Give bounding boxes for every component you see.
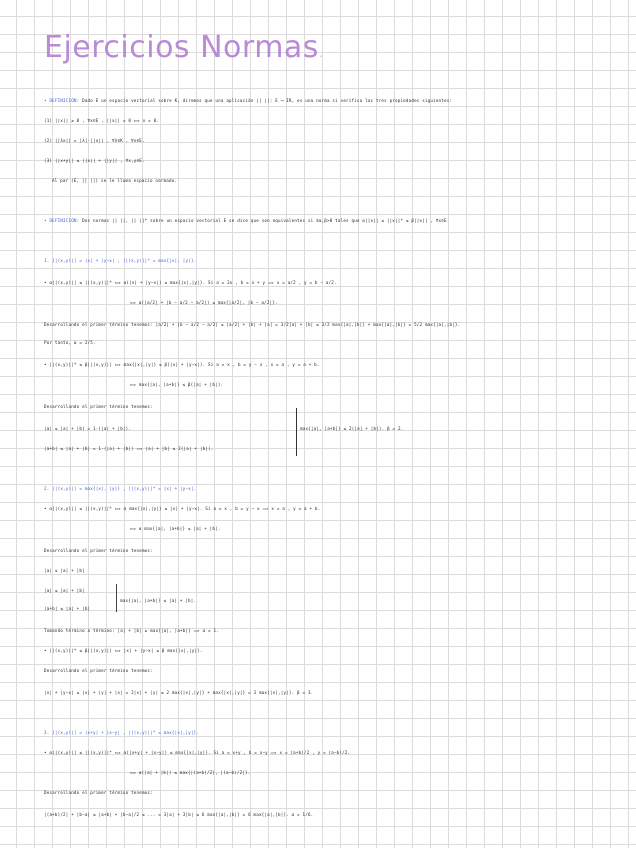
property-2: (2) ||λx|| = |λ|·||x|| , ∀λ∈K , ∀x∈E. — [44, 138, 145, 143]
exercise-2-line: • ||(x,y)||* ≤ β||(x,y)|| ⟺ |x| + |y−x| ≤ β max{|x|,|y|}. — [44, 648, 203, 653]
exercise-2-line: |a+b| ≤ |a| + |b| — [44, 606, 91, 611]
title-dot: . — [318, 46, 324, 60]
exercise-3-line: Desarrollando el primer término tenemos: — [44, 790, 153, 795]
exercise-3-heading: 3. ||(x,y)|| = |x+y| + |x−y| , ||(x,y)||* = max{|x|,|y|}. — [44, 730, 200, 735]
exercise-1-line: |a+b| ≤ |a| + |b| = 1·(|a| + |b|) ⟹ |a| + |b| ≤ 2(|a| + |b|). — [44, 446, 214, 451]
exercise-2-line: Desarrollando el primer término tenemos: — [44, 548, 153, 553]
exercise-3-line: ⟺ α(|a| + |b|) ≤ max{|(a+b)/2|, |(a−b)/2|}. — [130, 770, 251, 775]
page-title: Ejercicios Normas. — [44, 30, 324, 65]
exercise-2-line: Tomando término a término: |a| + |b| ≥ max{|a|, |a+b|} ⟹ α = 1. — [44, 628, 219, 633]
exercise-1-line: Por tanto, α = 2/5. — [44, 340, 96, 345]
exercise-1-line: ⟺ max{|a|, |a+b|} ≤ β(|a| + |b|). — [130, 382, 224, 387]
exercise-1-line: Desarrollando el primer término tenemos: |a/2| + |b − a/2 − a/2| ≤ |a/2| + |b| + |a| = 3/2|a| + |b| ≤ 3/2 max{|a|,|b|} + max{|a|,|b|} = 5/2 max{|a|,|b|}. — [44, 322, 461, 327]
exercise-2-line: • α||(x,y)|| ≤ ||(x,y)||* ⟺ α max{|x|,|y|} ≤ |x| + |y−x|. Si a = x , b = y − x ⟹ x = a , y = a + b. — [44, 506, 321, 511]
exercise-2-conclusion: |x| + |y−x| ≤ |x| + |y| + |x| = 2|x| + |y| ≤ 2 max{|x|,|y|} + max{|x|,|y|} = 3 max{|x|,|y|}. β = 3. — [44, 690, 314, 695]
exercise-1-line: Desarrollando el primer término tenemos: — [44, 404, 153, 409]
exercise-2-heading: 2. ||(x,y)|| = max{|x|, |y|} , ||(x,y)||* = |x| + |y−x|. — [44, 486, 197, 491]
exercise-2-line: |a| ≤ |a| + |b| — [44, 568, 85, 573]
exercise-1-heading: 1. ||(x,y)|| = |x| + |y−x| , ||(x,y)||* = max{|x|, |y|}. — [44, 258, 197, 263]
exercise-2-line: ⟺ α max{|a|, |a+b|} ≤ |a| + |b|. — [130, 526, 221, 531]
normed-space-note: Al par (E, || ||) se le llama espacio normado. — [52, 178, 178, 183]
exercise-3-line: • α||(x,y)|| ≤ ||(x,y)||* ⟺ α(|x+y| + |x−y|) ≤ max{|x|,|y|}. Si a = x+y , b = x−y ⟹ x = (a+b)/2 , y = (a−b)/2. — [44, 750, 351, 755]
exercise-1-line: |a| ≤ |a| + |b| = 1·(|a| + |b|). — [44, 426, 132, 431]
property-3: (3) ||x+y|| ≤ ||x|| + ||y|| , ∀x,y∈E. — [44, 158, 145, 163]
bracket — [296, 408, 297, 456]
exercise-3-line: |(a+b)/2| + |b−a| ≤ |a+b| + |b−a|/2 ≤ ... = 3|a| + 3|b| ≤ 6 max{|a|,|b|} = 6 max{|a|,|b|}. α = 1/6. — [44, 812, 314, 817]
definition-1: • DEFINICIÓN: Dado E un espacio vectorial sobre K, diremos que una aplicación || ||: E ⟶ IR, es una norma si verifica las tres propiedades siguientes: — [44, 98, 453, 103]
bracket — [116, 584, 117, 612]
exercise-1-line: • α||(x,y)|| ≤ ||(x,y)||* ⟺ α(|x| + |y−x|) ≤ max{|x|,|y|}. Si a = 2x , b = x + y ⟹ x = a/2 , y = b − a/2. — [44, 280, 337, 285]
exercise-1-line: ⟺ α(|a/2| + |b − a/2 − a/2|) ≤ max{|a/2|, |b − a/2|}. — [130, 300, 278, 305]
property-1: (1) ||x|| ≥ 0 , ∀x∈E , ||x|| = 0 ⟺ x = 0. — [44, 118, 160, 123]
exercise-2-line: max{|a|, |a+b|} ≤ |a| + |b|. — [120, 598, 197, 603]
exercise-1-conclusion: max{|a|, |a+b|} ≤ 2(|a| + |b|). β = 2. — [300, 426, 404, 431]
definition-2: • DEFINICIÓN: Dos normas || ||, || ||* sobre un espacio vectorial E se dice que son equivalentes si ∃α,β>0 tales que α||x|| ≤ ||x||* ≤ β||x|| , ∀x∈E — [44, 218, 447, 223]
exercise-2-line: Desarrollando el primer término tenemos: — [44, 668, 153, 673]
exercise-2-line: |a| ≤ |a| + |b| — [44, 588, 85, 593]
exercise-1-line: • ||(x,y)||* ≤ β||(x,y)|| ⟺ max{|x|,|y|} ≤ β(|x| + |y−x|). Si a = x , b = y − x , x = a , y = a + b. — [44, 362, 320, 367]
